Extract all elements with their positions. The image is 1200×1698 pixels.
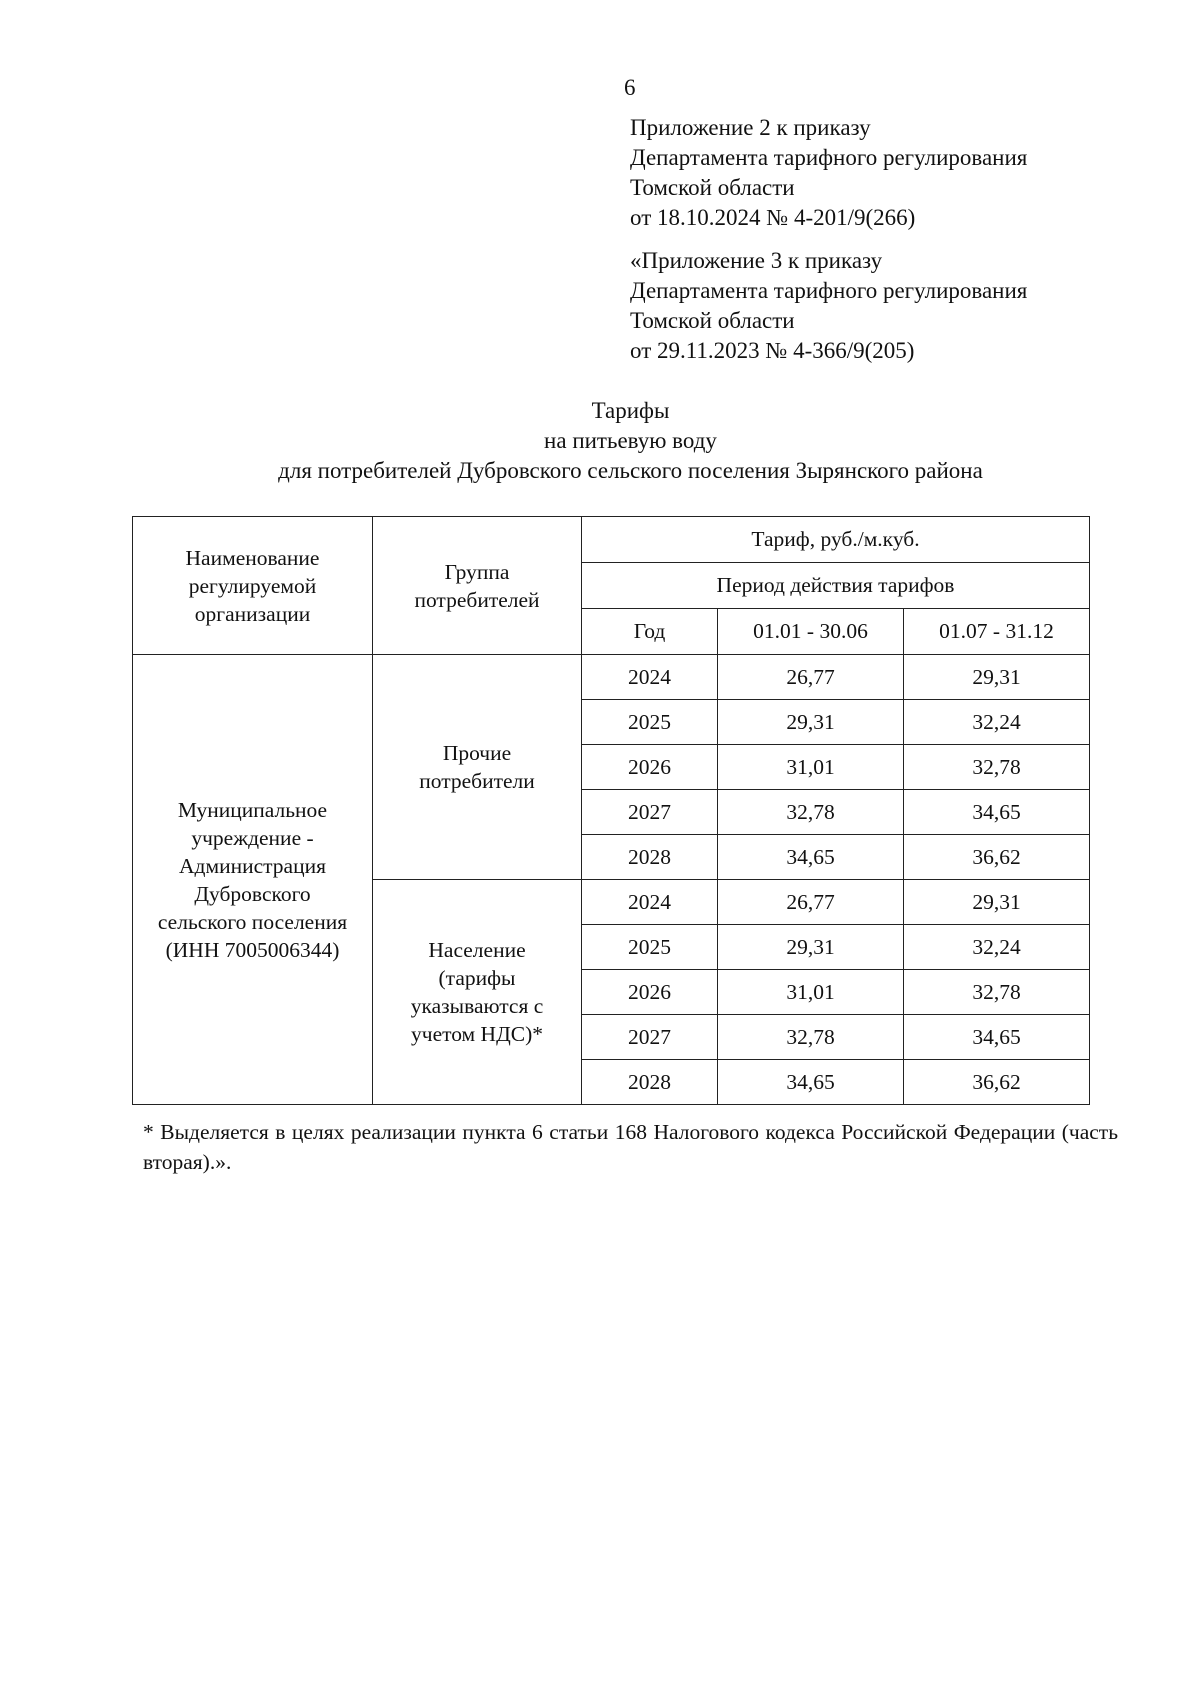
tariff-h2-cell: 36,62	[904, 835, 1090, 880]
header-text-line: Наименование	[185, 545, 320, 570]
tariff-h1-cell: 31,01	[718, 970, 904, 1015]
period-header: Период действия тарифов	[582, 563, 1090, 609]
year-cell: 2028	[582, 835, 718, 880]
year-cell: 2027	[582, 1015, 718, 1060]
header-text-line: Группа	[444, 559, 510, 584]
tariff-h2-cell: 32,78	[904, 970, 1090, 1015]
organization-line: учреждение -	[191, 825, 314, 850]
appendix-current-line: от 18.10.2024 № 4-201/9(266)	[630, 205, 916, 230]
tariff-h1-cell: 34,65	[718, 835, 904, 880]
year-cell: 2024	[582, 655, 718, 700]
tariff-table	[132, 516, 1090, 1105]
consumer-group-line: указываются с	[410, 994, 544, 1018]
appendix-original-line: «Приложение 3 к приказу	[630, 248, 883, 273]
consumer-group-line: потребители	[419, 769, 535, 793]
organization-line: Муниципальное	[177, 797, 328, 822]
consumer-group-cell	[373, 655, 582, 880]
header-text-line: потребителей	[414, 587, 540, 612]
year-cell: 2028	[582, 1060, 718, 1105]
organization-line: Администрация	[179, 853, 326, 878]
tariff-h1-cell: 26,77	[718, 655, 904, 700]
consumer-group-line: Население	[428, 938, 526, 962]
year-header: Год	[582, 609, 718, 655]
tariff-h2-cell: 32,24	[904, 925, 1090, 970]
year-cell: 2025	[582, 700, 718, 745]
page-number: 6	[624, 75, 636, 100]
table-row	[133, 655, 1090, 700]
tariff-h1-cell: 34,65	[718, 1060, 904, 1105]
appendix-current-line: Томской области	[630, 175, 795, 200]
tariff-h2-cell: 32,24	[904, 700, 1090, 745]
tariff-h1-cell: 32,78	[718, 1015, 904, 1060]
tariff-h2-cell: 36,62	[904, 1060, 1090, 1105]
year-cell: 2026	[582, 970, 718, 1015]
year-cell: 2024	[582, 880, 718, 925]
appendix-current-line: Департамента тарифного регулирования	[630, 145, 1028, 170]
appendix-current-reference	[630, 113, 1027, 233]
footnote: * Выделяется в целях реализации пункта 6 статьи 168 Налогового кодекса Российской Федерации (часть вторая).».	[143, 1120, 1118, 1174]
organization-line: Дубровского	[194, 881, 311, 906]
header-text-line: регулируемой	[188, 573, 317, 598]
title-line: Тарифы	[591, 398, 670, 423]
consumer-group-line: Прочие	[442, 741, 512, 765]
consumer-group-line: учетом НДС)*	[411, 1022, 543, 1046]
tariff-h2-cell: 29,31	[904, 880, 1090, 925]
appendix-original-line: Департамента тарифного регулирования	[630, 278, 1028, 303]
appendix-original-reference	[630, 246, 1027, 366]
appendix-current-line: Приложение 2 к приказу	[630, 115, 871, 140]
organization-cell	[133, 655, 373, 1105]
year-cell: 2026	[582, 745, 718, 790]
consumer-group-header	[373, 517, 582, 655]
organization-line: (ИНН 7005006344)	[165, 937, 340, 962]
consumer-group-line: (тарифы	[438, 966, 516, 990]
organization-line: сельского поселения	[157, 909, 348, 934]
tariff-h1-cell: 32,78	[718, 790, 904, 835]
tariff-h2-cell: 34,65	[904, 790, 1090, 835]
year-cell: 2025	[582, 925, 718, 970]
header-text-line: организации	[194, 601, 311, 626]
document-title	[0, 396, 1200, 486]
tariff-h2-cell: 32,78	[904, 745, 1090, 790]
tariff-h1-cell: 31,01	[718, 745, 904, 790]
title-line: на питьевую воду	[544, 428, 717, 453]
title-line: для потребителей Дубровского сельского поселения Зырянского района	[278, 458, 983, 483]
appendix-original-line: Томской области	[630, 308, 795, 333]
tariff-header: Тариф, руб./м.куб.	[582, 517, 1090, 563]
year-cell: 2027	[582, 790, 718, 835]
appendix-original-line: от 29.11.2023 № 4-366/9(205)	[630, 338, 915, 363]
tariff-h1-cell: 29,31	[718, 700, 904, 745]
period-2-header: 01.07 - 31.12	[904, 609, 1090, 655]
tariff-h1-cell: 29,31	[718, 925, 904, 970]
tariff-h2-cell: 34,65	[904, 1015, 1090, 1060]
tariff-h2-cell: 29,31	[904, 655, 1090, 700]
organization-header	[133, 517, 373, 655]
period-1-header: 01.01 - 30.06	[718, 609, 904, 655]
consumer-group-cell	[373, 880, 582, 1105]
header-row	[133, 517, 1090, 563]
tariff-h1-cell: 26,77	[718, 880, 904, 925]
